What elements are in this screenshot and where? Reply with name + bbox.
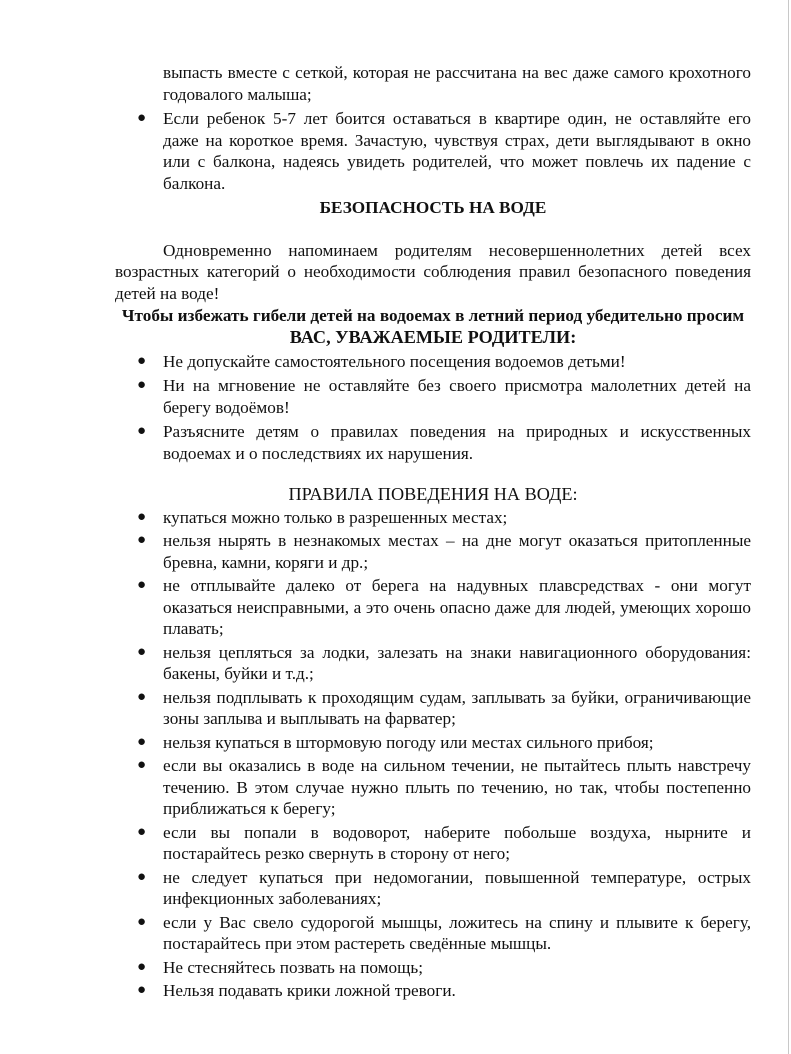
list-item <box>115 642 751 685</box>
bullet-icon: ● <box>137 577 147 593</box>
list-item <box>115 732 751 754</box>
list-item-text: не следует купаться при недомогании, повышенной температуре, острых инфекционных заболеваниях; <box>163 867 751 908</box>
list-item-text: Разъясните детям о правилах поведения на природных и искусственных водоемах и о последствиях их нарушения. <box>163 422 751 463</box>
intro-paragraph: Одновременно напоминаем родителям несовершеннолетних детей всех возрастных категорий о необходимости соблюдения правил безопасного поведения детей на воде! <box>115 240 751 303</box>
list-item-text: нельзя нырять в незнакомых местах – на дне могут оказаться притопленные бревна, камни, коряги и др.; <box>163 531 751 572</box>
list-item <box>115 351 751 373</box>
list-item <box>115 867 751 910</box>
list-item-text: нельзя подплывать к проходящим судам, заплывать за буйки, ограничивающие зоны заплыва и выплывать на фарватер; <box>163 687 751 728</box>
water-rules-list <box>115 507 751 1002</box>
list-item-text: Если ребенок 5-7 лет боится оставаться в квартире один, не оставляйте его даже на короткое время. Зачастую, чувствуя страх, дети выглядывают в окно или с балкона, надеясь увидеть родителей, что может повлечь их падение с балкона. <box>163 109 751 193</box>
bullet-icon: ● <box>137 377 147 393</box>
list-item <box>115 822 751 865</box>
list-item-text: Не стесняйтесь позвать на помощь; <box>163 957 424 977</box>
water-rules-heading: ПРАВИЛА ПОВЕДЕНИЯ НА ВОДЕ: <box>288 484 578 504</box>
bullet-icon: ● <box>137 532 147 548</box>
list-item-text: купаться можно только в разрешенных местах; <box>163 507 508 527</box>
list-item <box>115 108 751 194</box>
bullet-icon: ● <box>137 733 147 750</box>
bullet-icon: ● <box>137 352 147 369</box>
appeal-address: ВАС, УВАЖАЕМЫЕ РОДИТЕЛИ: <box>289 327 577 347</box>
bullet-icon: ● <box>137 643 147 660</box>
list-item <box>115 980 751 1002</box>
bullet-icon: ● <box>137 423 147 439</box>
parent-rules-list <box>115 351 751 465</box>
list-item <box>115 507 751 529</box>
list-item-text: если у Вас свело судорогой мышцы, ложитесь на спину и плывите к берегу, постарайтесь при этом растереть сведённые мышцы. <box>163 912 751 953</box>
list-item <box>115 687 751 730</box>
document-page <box>115 62 751 1004</box>
list-item-text: если вы оказались в воде на сильном течении, не пытайтесь плыть навстречу течению. В этом случае нужно плыть по течению, но так, чтобы постепенно приближаться к берегу; <box>163 756 751 818</box>
bullet-icon: ● <box>137 508 147 525</box>
bullet-icon: ● <box>137 823 147 840</box>
list-item <box>115 957 751 979</box>
bullet-icon: ● <box>137 913 147 930</box>
list-item-text: нельзя цепляться за лодки, залезать на знаки навигационного оборудования: бакены, буйки и т.д.; <box>163 642 751 683</box>
list-item <box>115 912 751 955</box>
list-item-text: Не допускайте самостоятельного посещения водоемов детьми! <box>163 351 626 371</box>
list-item-text: Ни на мгновение не оставляйте без своего присмотра малолетних детей на берегу водоёмов! <box>163 376 751 417</box>
list-item <box>115 421 751 464</box>
page-edge <box>788 0 789 1054</box>
bullet-icon: ● <box>137 982 147 998</box>
list-item <box>115 755 751 820</box>
list-item <box>115 575 751 640</box>
list-item-text: если вы попали в водоворот, наберите побольше воздуха, нырните и постарайтесь резко свернуть в сторону от него; <box>163 822 751 863</box>
appeal-line: Чтобы избежать гибели детей на водоемах в летний период убедительно просим <box>121 306 745 325</box>
balcony-safety-list <box>115 108 751 194</box>
bullet-icon: ● <box>137 110 147 126</box>
list-item-text: Нельзя подавать крики ложной тревоги. <box>163 981 456 1000</box>
list-item <box>115 530 751 573</box>
continued-bullet-text: выпасть вместе с сеткой, которая не рассчитана на вес даже самого крохотного годовалого малыша; <box>163 63 751 104</box>
bullet-icon: ● <box>137 688 147 705</box>
list-item-text: не отплывайте далеко от берега на надувных плавсредствах - они могут оказаться неисправными, а это очень опасно даже для людей, умеющих хорошо плавать; <box>163 576 751 638</box>
bullet-icon: ● <box>137 958 147 975</box>
bullet-icon: ● <box>137 757 147 773</box>
bullet-icon: ● <box>137 868 147 885</box>
list-item <box>115 375 751 418</box>
list-item-text: нельзя купаться в штормовую погоду или местах сильного прибоя; <box>163 732 654 752</box>
water-safety-heading: БЕЗОПАСНОСТЬ НА ВОДЕ <box>319 198 547 217</box>
